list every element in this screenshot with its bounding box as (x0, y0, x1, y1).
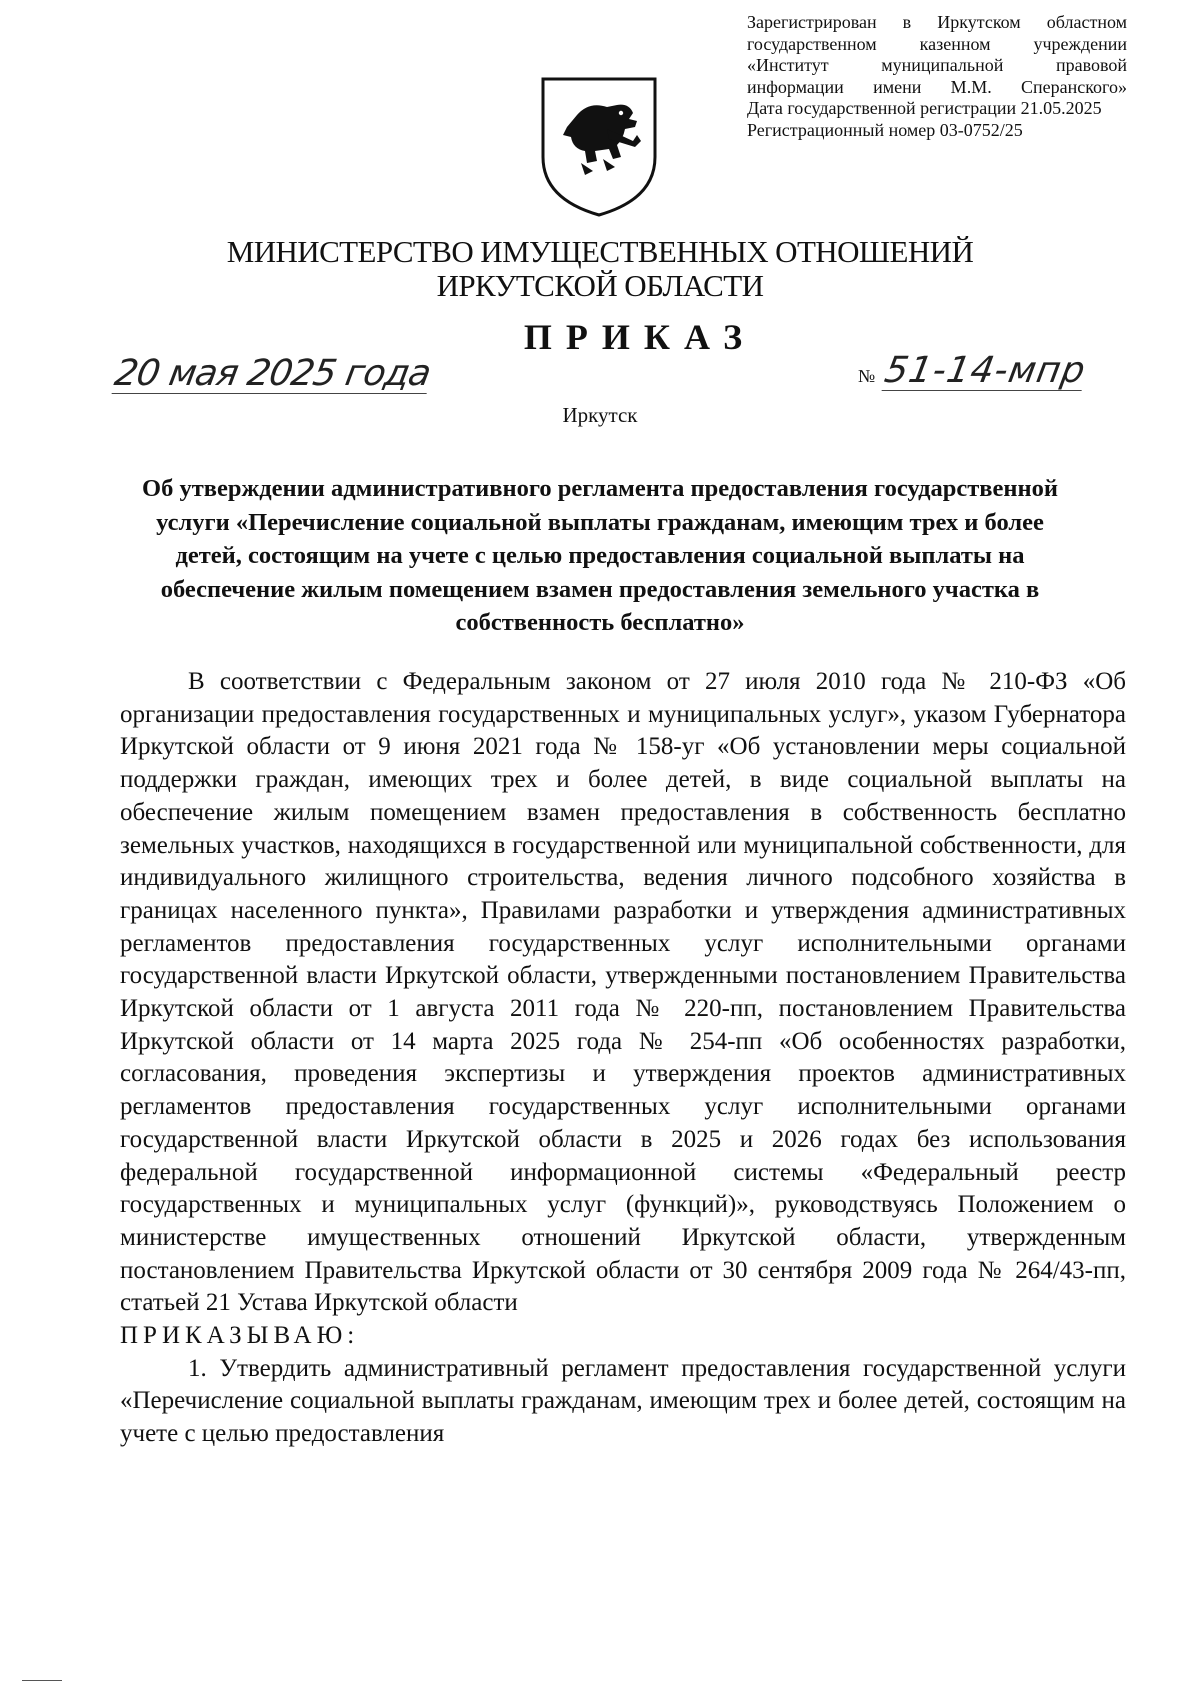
footer-divider (22, 1680, 62, 1681)
registration-date: Дата государственной регистрации 21.05.2025 (747, 98, 1102, 118)
irkutsk-coat-of-arms-icon (537, 75, 661, 219)
document-body (120, 666, 1126, 1451)
command-word: ПРИКАЗЫВАЮ: (120, 1322, 360, 1350)
registration-line: информации имени М.М. Сперанского» (747, 76, 1127, 97)
ministry-name (0, 235, 1200, 303)
registration-line: государственном казенном учреждении (747, 33, 1127, 54)
order-heading: ПРИКАЗ (523, 317, 757, 357)
registration-line: Зарегистрирован в Иркутском областном (747, 12, 1127, 32)
handwritten-date: 20 мая 2025 года (111, 353, 434, 394)
registration-stamp (747, 12, 1127, 141)
order-number (858, 350, 1090, 391)
registration-number: Регистрационный номер 03-0752/25 (747, 119, 1023, 140)
handwritten-number: 51-14-мпр (881, 350, 1090, 391)
preamble-paragraph: В соответствии с Федеральным законом от 27 июля 2010 года № 210-ФЗ «Об организации предоставления государственных и муниципальных услуг», указом Губернатора Иркутской области от 9 июня 2021 года № 158-уг «Об установлении меры социальной поддержки граждан, имеющих трех и более детей, в виде социальной выплаты на обеспечение жилым помещением взамен предоставления в собственность бесплатно земельных участков, находящихся в государственной или муниципальной собственности, для индивидуального жилищного строительства, ведения личного подсобного хозяйства в границах населенного пункта», Правилами разработки и утверждения административных регламентов предоставления государственных услуг исполнительными органами государственной власти Иркутской области, утвержденными постановлением Правительства Иркутской области от 1 августа 2011 года № 220-пп, постановлением Правительства Иркутской области от 14 марта 2025 года № 254-пп «Об особенностях разработки, согласования, проведения экспертизы и утверждения проектов административных регламентов предоставления государственных услуг исполнительными органами государственной власти Иркутской области в 2025 и 2026 годах без использования федеральной государственной информационной системы «Федеральный реестр государственных и муниципальных услуг (функций)», руководствуясь Положением о министерстве имущественных отношений Иркутской области, утвержденным постановлением Правительства Иркутской области от 30 сентября 2009 года № 264/43-пп, статьей 21 Устава Иркутской области (120, 668, 1126, 1317)
document-title: Об утверждении административного регламента предоставления государственной услуги «Перечисление социальной выплаты гражданам, имеющим трех и более детей, состоящим на учете с целью предоставления социальной выплаты на обеспечение жилым помещением взамен предоставления земельного участка в собственность бесплатно» (142, 475, 1058, 636)
order-item: 1. Утвердить административный регламент предоставления государственной услуги «Перечисление социальной выплаты гражданам, имеющим трех и более детей, состоящим на учете с целью предоставления (120, 1354, 1126, 1448)
number-sign: № (858, 366, 876, 386)
city: Иркутск (562, 403, 638, 427)
registration-line: «Институт муниципальной правовой (747, 55, 1127, 75)
ministry-name-line: МИНИСТЕРСТВО ИМУЩЕСТВЕННЫХ ОТНОШЕНИЙ (226, 234, 974, 269)
ministry-name-line: ИРКУТСКОЙ ОБЛАСТИ (436, 268, 764, 303)
